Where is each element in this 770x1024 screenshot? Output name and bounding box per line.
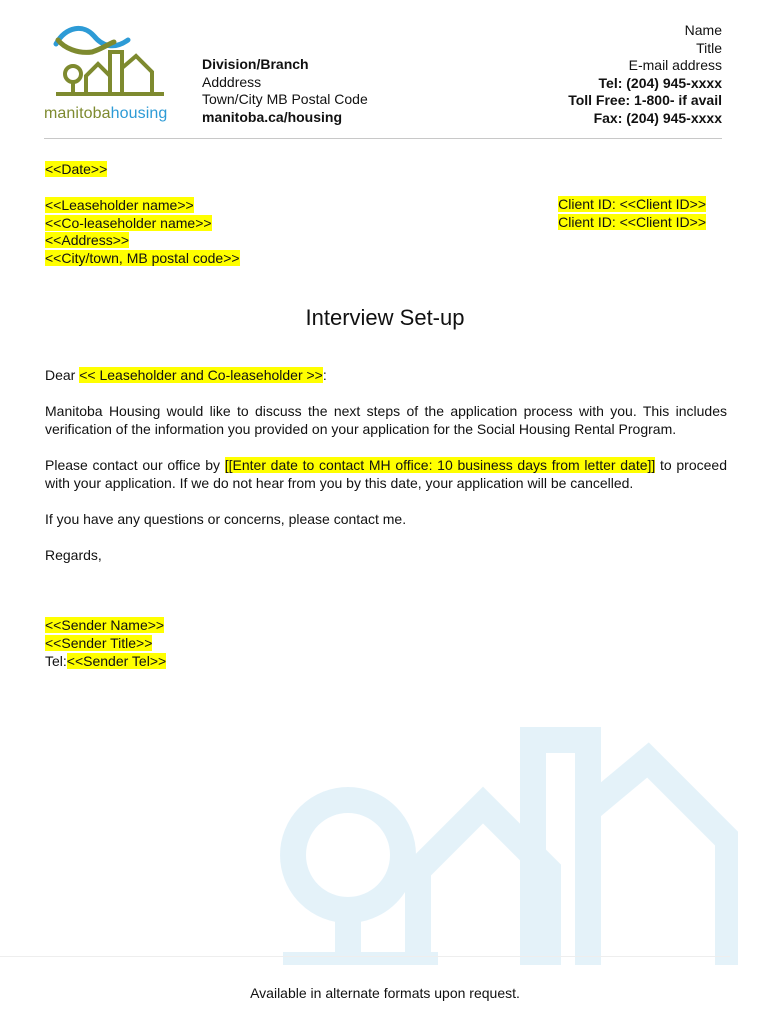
division-name: Division/Branch (202, 56, 309, 72)
sender-title-placeholder: <<Sender Title>> (45, 634, 153, 651)
salutation-name-placeholder: << Leaseholder and Co-leaseholder >> (79, 367, 323, 383)
contact-email: E-mail address (628, 57, 722, 73)
paragraph-1: Manitoba Housing would like to discuss the next steps of the application process with you. This includes verification of the information you provided on your application for the Social Housing Rental Program. (45, 403, 727, 437)
sender-tel-placeholder: <<Sender Tel>> (66, 652, 167, 669)
sender-block (45, 617, 166, 670)
division-website: manitoba.ca/housing (202, 108, 343, 125)
salutation-suffix: : (322, 367, 327, 383)
letter-title: Interview Set-up (305, 305, 465, 330)
paragraph-2-suffix: to proceed with your application. If we do not hear from you by this date, your application will be cancelled. (45, 457, 727, 491)
paragraph-2 (45, 456, 727, 492)
paragraph-3: If you have any questions or concerns, please contact me. (45, 511, 407, 527)
closing: Regards, (45, 547, 102, 563)
logo-wordmark (44, 105, 167, 123)
date-placeholder: <<Date>> (45, 161, 108, 177)
division-block (202, 56, 368, 126)
address-placeholder: <<Address>> (45, 232, 130, 249)
housing-watermark-icon (268, 720, 738, 965)
footer-divider (0, 956, 730, 957)
client-id-block (558, 196, 706, 232)
logo-text-strong: housing (110, 105, 168, 122)
salutation (45, 366, 727, 384)
city-placeholder: <<City/town, MB postal code>> (45, 250, 240, 267)
sender-tel-label: Tel: (45, 652, 67, 669)
sender-name-placeholder: <<Sender Name>> (45, 617, 165, 633)
letter-body (45, 366, 727, 582)
salutation-prefix: Dear (45, 367, 80, 383)
footer-note: Available in alternate formats upon request. (250, 985, 520, 1001)
paragraph-2-prefix: Please contact our office by (45, 457, 225, 473)
contact-fax: Fax: (204) 945-xxxx (593, 109, 722, 126)
contact-tel: Tel: (204) 945-xxxx (598, 74, 722, 91)
header-divider (44, 138, 722, 139)
division-address: Adddress (202, 73, 262, 90)
division-city: Town/City MB Postal Code (202, 91, 368, 107)
recipient-block (45, 161, 240, 268)
contact-title: Title (696, 39, 722, 56)
contact-block (568, 22, 722, 127)
logo-text-plain: manitoba (44, 105, 111, 122)
client-id-placeholder: Client ID: <<Client ID>> (558, 213, 706, 230)
client-id-placeholder: Client ID: <<Client ID>> (558, 196, 706, 212)
contact-date-placeholder: [[Enter date to contact MH office: 10 business days from letter date]] (224, 457, 656, 473)
contact-name: Name (684, 22, 722, 38)
co-leaseholder-name-placeholder: <<Co-leaseholder name>> (45, 214, 212, 231)
contact-toll-free: Toll Free: 1-800- if avail (568, 92, 722, 108)
leaseholder-name-placeholder: <<Leaseholder name>> (45, 196, 194, 213)
